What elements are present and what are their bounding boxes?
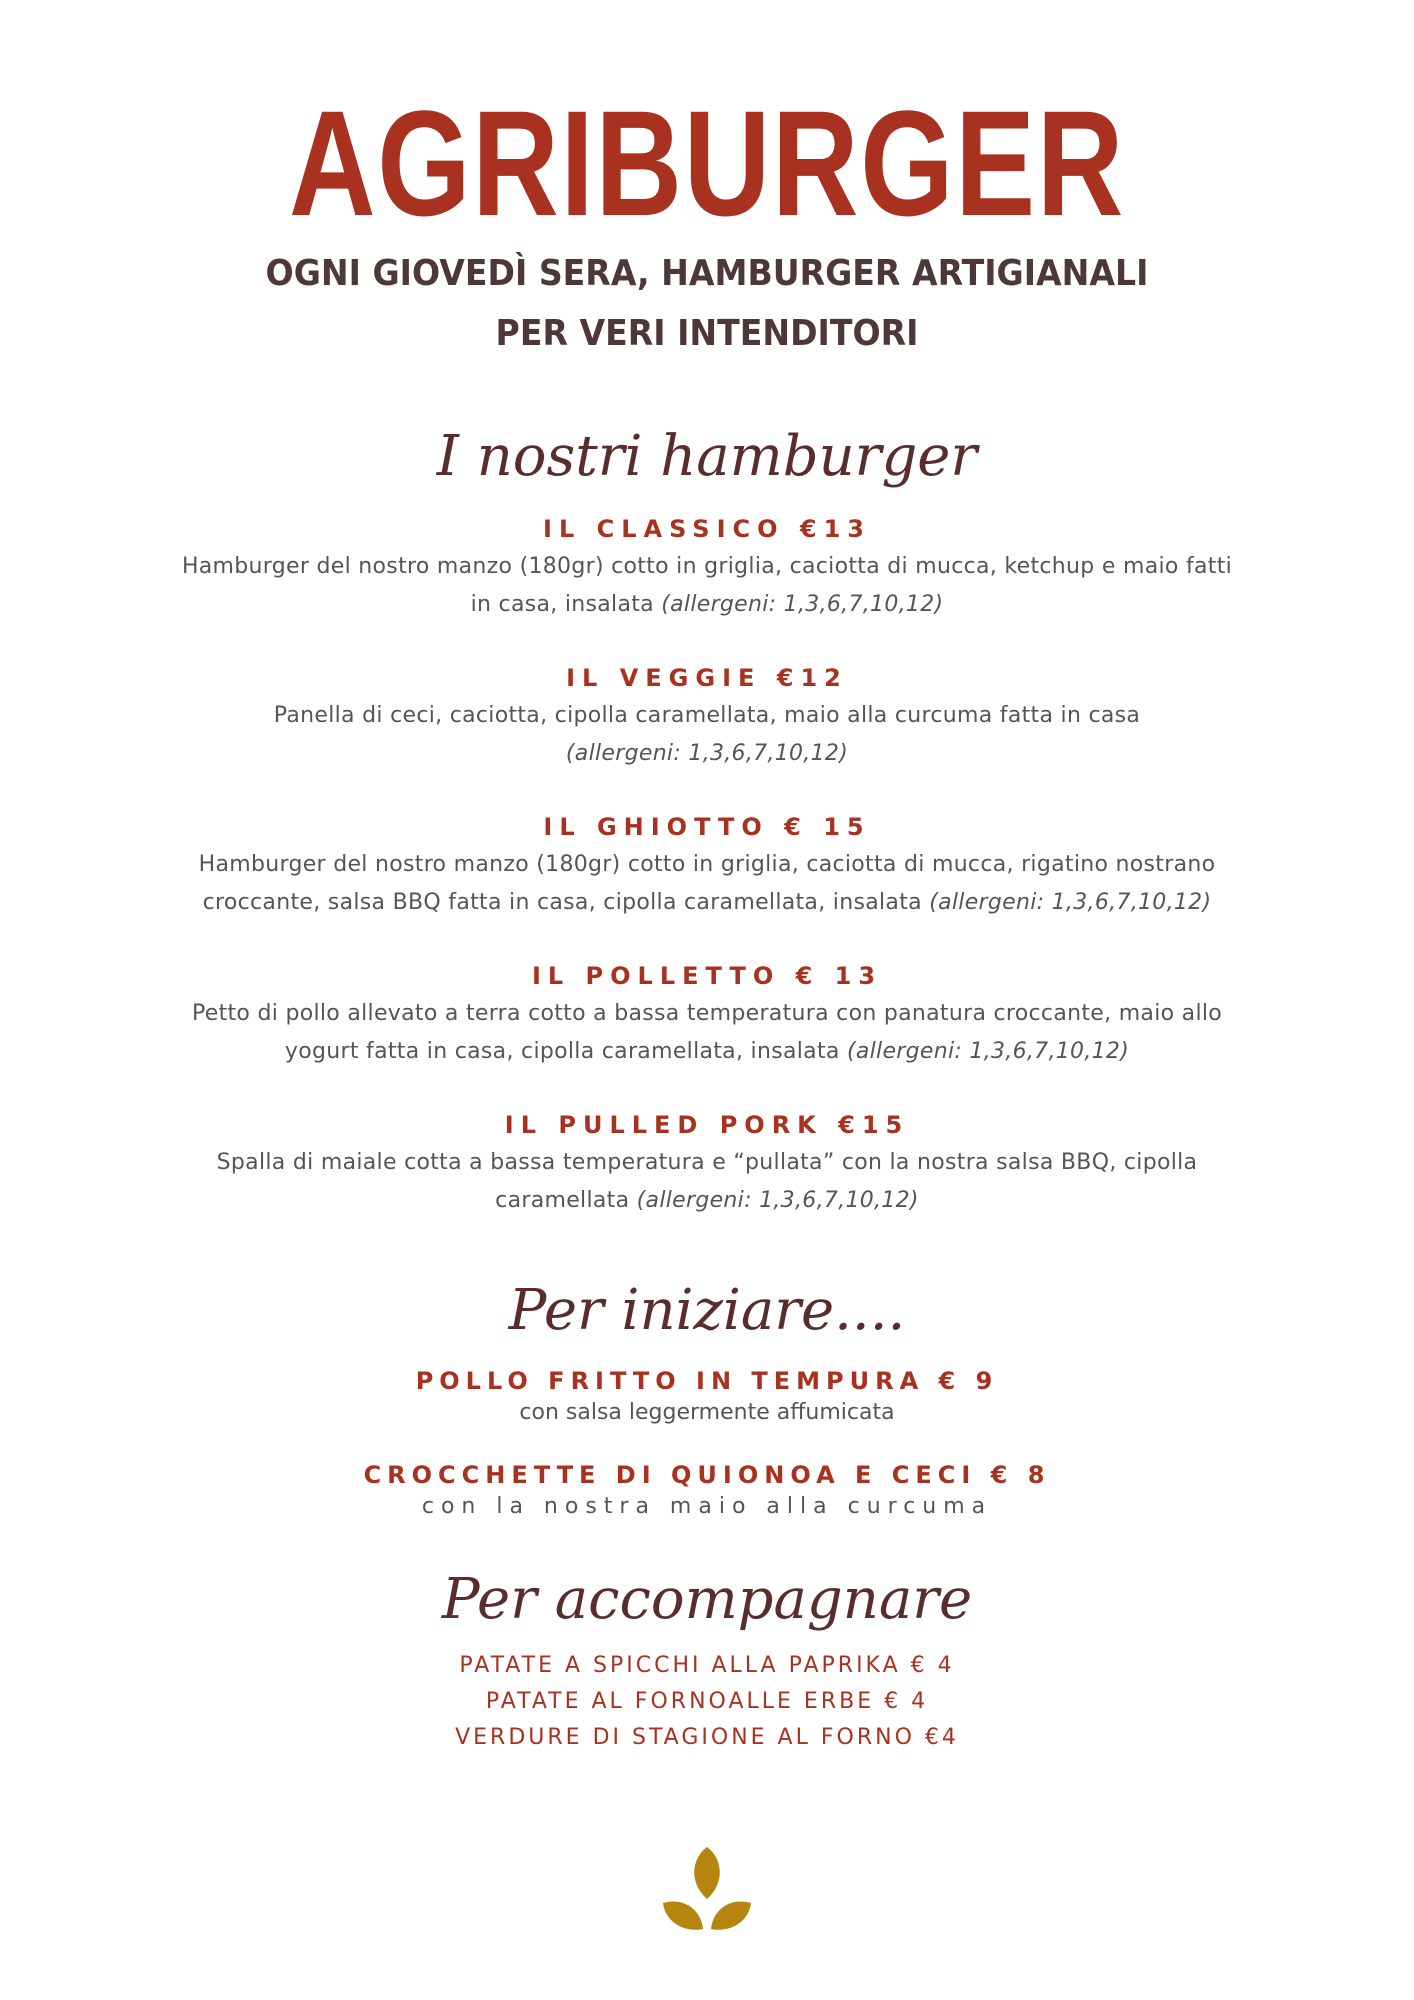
- burger-desc-classico: Hamburger del nostro manzo (180gr) cotto in griglia, caciotta di mucca, ketchup e maio fatti in casa, insalata (allergeni: 1,3,6,7,10,12): [181, 554, 1233, 617]
- subtitle-line-1: OGNI GIOVEDÌ SERA, HAMBURGER ARTIGIANALI: [265, 253, 1149, 294]
- burger-desc-pulled-pork: Spalla di maiale cotta a bassa temperatura e “pullata” con la nostra salsa BBQ, cipolla caramellata (allergeni: 1,3,6,7,10,12): [216, 1150, 1198, 1213]
- burger-name-pulled-pork: IL PULLED PORK €15: [504, 1111, 910, 1139]
- burger-desc-polletto: Petto di pollo allevato a terra cotto a bassa temperatura con panatura croccante, maio allo yogurt fatta in casa, cipolla caramellata, insalata (allergeni: 1,3,6,7,10,12): [191, 1001, 1223, 1064]
- burger-name-ghiotto: IL GHIOTTO € 15: [543, 813, 871, 841]
- burger-name-polletto: IL POLLETTO € 13: [531, 962, 883, 990]
- burger-name-classico: IL CLASSICO €13: [543, 515, 871, 543]
- starter-name-pollo-fritto: POLLO FRITTO IN TEMPURA € 9: [415, 1367, 999, 1395]
- sides-heading: Per accompagnare: [441, 1567, 973, 1632]
- side-item-patate-erbe: PATATE AL FORNOALLE ERBE € 4: [485, 1689, 929, 1714]
- starters-heading: Per iniziare....: [508, 1278, 906, 1343]
- side-item-patate-paprika: PATATE A SPICCHI ALLA PAPRIKA € 4: [459, 1653, 955, 1678]
- burgers-heading: I nostri hamburger: [436, 424, 978, 489]
- side-item-verdure: VERDURE DI STAGIONE AL FORNO €4: [455, 1725, 959, 1750]
- starter-desc-pollo-fritto: con salsa leggermente affumicata: [519, 1400, 895, 1425]
- page-title: AGRIBURGER: [288, 79, 1126, 247]
- leaf-logo-icon: [657, 1845, 757, 1935]
- subtitle-line-2: PER VERI INTENDITORI: [495, 313, 919, 354]
- starter-name-crocchette: CROCCHETTE DI QUIONOA E CECI € 8: [363, 1461, 1051, 1489]
- burger-desc-ghiotto: Hamburger del nostro manzo (180gr) cotto in griglia, caciotta di mucca, rigatino nostrano croccante, salsa BBQ fatta in casa, cipolla caramellata, insalata (allergeni: 1,3,6,7,10,12): [198, 852, 1216, 915]
- starter-desc-crocchette: con la nostra maio alla curcuma: [421, 1494, 993, 1519]
- burger-desc-veggie: Panella di ceci, caciotta, cipolla caramellata, maio alla curcuma fatta in casa (allergeni: 1,3,6,7,10,12): [273, 703, 1141, 766]
- burger-name-veggie: IL VEGGIE €12: [566, 664, 848, 692]
